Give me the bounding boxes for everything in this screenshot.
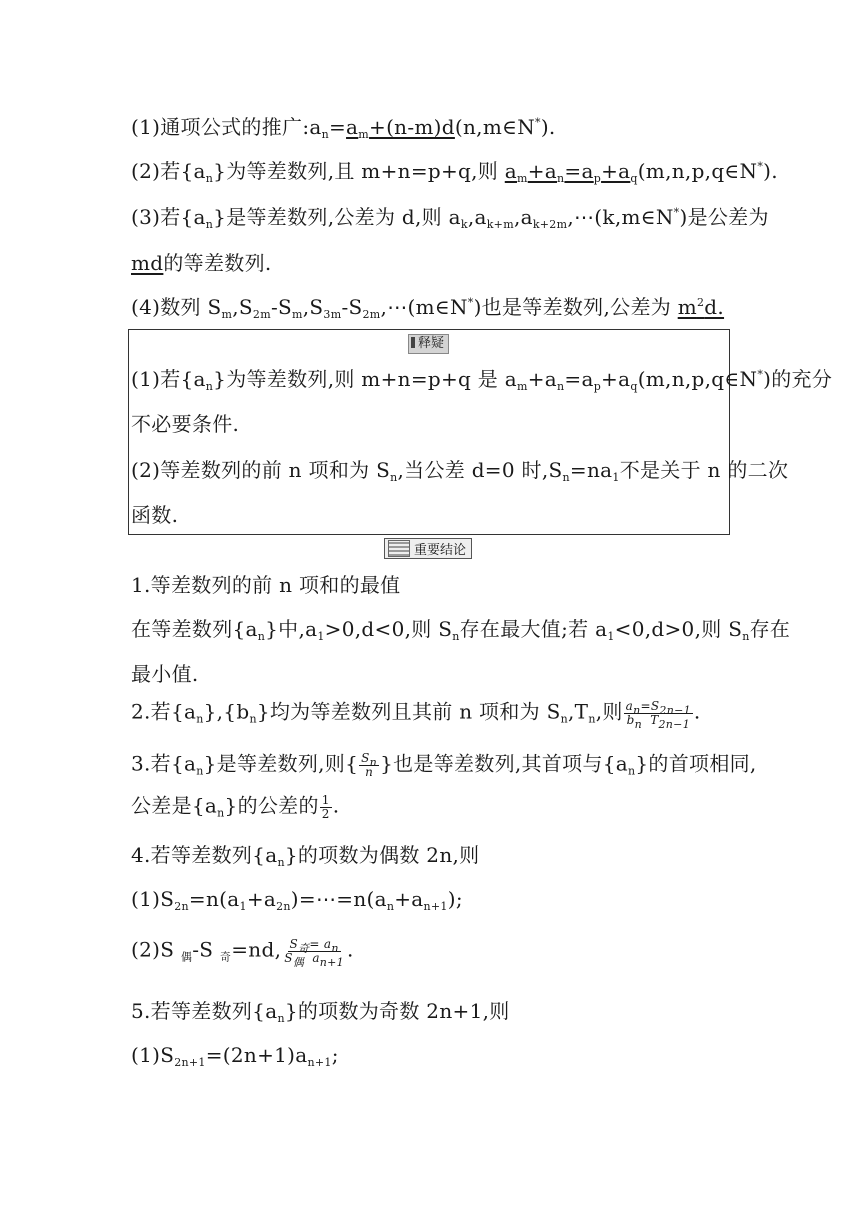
conclusion-3-cont: 公差是$\{a_n\}$的公差的 $\frac{1}{2}$ . (131, 793, 340, 821)
clarification-line-1: (1)若$\{a_n\}$为等差数列,则 m+n=p+q 是 $a_m+a_n=a_p+a_q(m,n,p,q\in N^*)$的充分 (131, 367, 833, 393)
key-conclusions-label: 重要结论 (384, 538, 472, 559)
summary-line-3: (3)若$\{a_n\}$是等差数列,公差为 d,则 $a_k,a_{k+m},a_{k+2m},\cdots(k,m\in N^*)$是公差为 (131, 205, 769, 231)
sn-over-n-fraction: $\frac{S_n}{n}$ (361, 751, 378, 779)
summary-line-3b: md的等差数列. (131, 251, 272, 275)
conclusion-5-1: $(1)S_{2n+1}=(2n+1)a_{n+1}$; (131, 1043, 339, 1069)
conclusion-4: 4.若等差数列$\{a_n\}$的项数为偶数 2n,则 (131, 843, 480, 869)
summary-line-2: (2)若$\{a_n\}$为等差数列,且 m+n=p+q,则 $a_m+a_n=a_p+a_q(m,n,p,q\in N^*)$. (131, 159, 778, 185)
conclusion-1-body-cont: 最小值. (131, 662, 199, 686)
clarification-label: 释疑 (408, 334, 449, 354)
conclusion-icon (388, 540, 410, 557)
summary-line-1: (1)通项公式的推广$:a_n=a_m+(n-m)d(n,m\in N^*)$. (131, 115, 556, 141)
clarification-line-2: 不必要条件. (131, 412, 240, 436)
clarification-line-4: 函数. (131, 503, 179, 527)
conclusion-3: 3.若$\{a_n\}$是等差数列,则{ $\frac{S_n}{n}$ }也是等差数列,其首项与$\{a_n\}$的首项相同, (131, 751, 757, 779)
ratio-fraction: $\frac{a_n=S_{2n-1}}{b_n T_{2n-1}}$ (625, 699, 691, 731)
label-bar-icon (411, 337, 415, 348)
odd-even-sum-ratio: $\frac{S_奇= a_n}{S_偶 a_{n+1}}$ (284, 937, 344, 969)
conclusion-1-title: 1.等差数列的前 n 项和的最值 (131, 573, 401, 597)
conclusion-4-2: (2)S $_偶$-S $_奇$=nd, $\frac{S_奇= a_n}{S_偶 a_{n+1}}$ . (131, 937, 354, 969)
conclusion-5: 5.若等差数列$\{a_n\}$的项数为奇数 2n+1,则 (131, 999, 510, 1025)
conclusion-2: 2.若$\{a_n\},\{b_n\}$均为等差数列且其前 n 项和为 $S_n,T_n$,则 $\frac{a_n=S_{2n-1}}{b_n T_{2n-1}}$ . (131, 699, 701, 731)
clarification-line-3: (2)等差数列的前 n 项和为 $S_n$,当公差 d=0 时$,S_n=na_1$不是关于 n 的二次 (131, 458, 789, 484)
half-fraction: $\frac{1}{2}$ (321, 793, 330, 821)
summary-line-4: (4)数列 $S_m,S_{2m}-S_m,S_{3m}-S_{2m},\cdots(m\in N^*)$也是等差数列,公差为 $m^2d$. (131, 295, 725, 321)
conclusion-4-1: $(1)S_{2n}=n(a_1+a_{2n})=\cdots=n(a_n+a_{n+1})$; (131, 887, 463, 913)
conclusion-1-body: 在等差数列$\{a_n\}$中$,a_1>0,d<0$,则 $S_n$存在最大值;若 $a_1<0,d>0$,则 $S_n$存在 (131, 617, 791, 643)
